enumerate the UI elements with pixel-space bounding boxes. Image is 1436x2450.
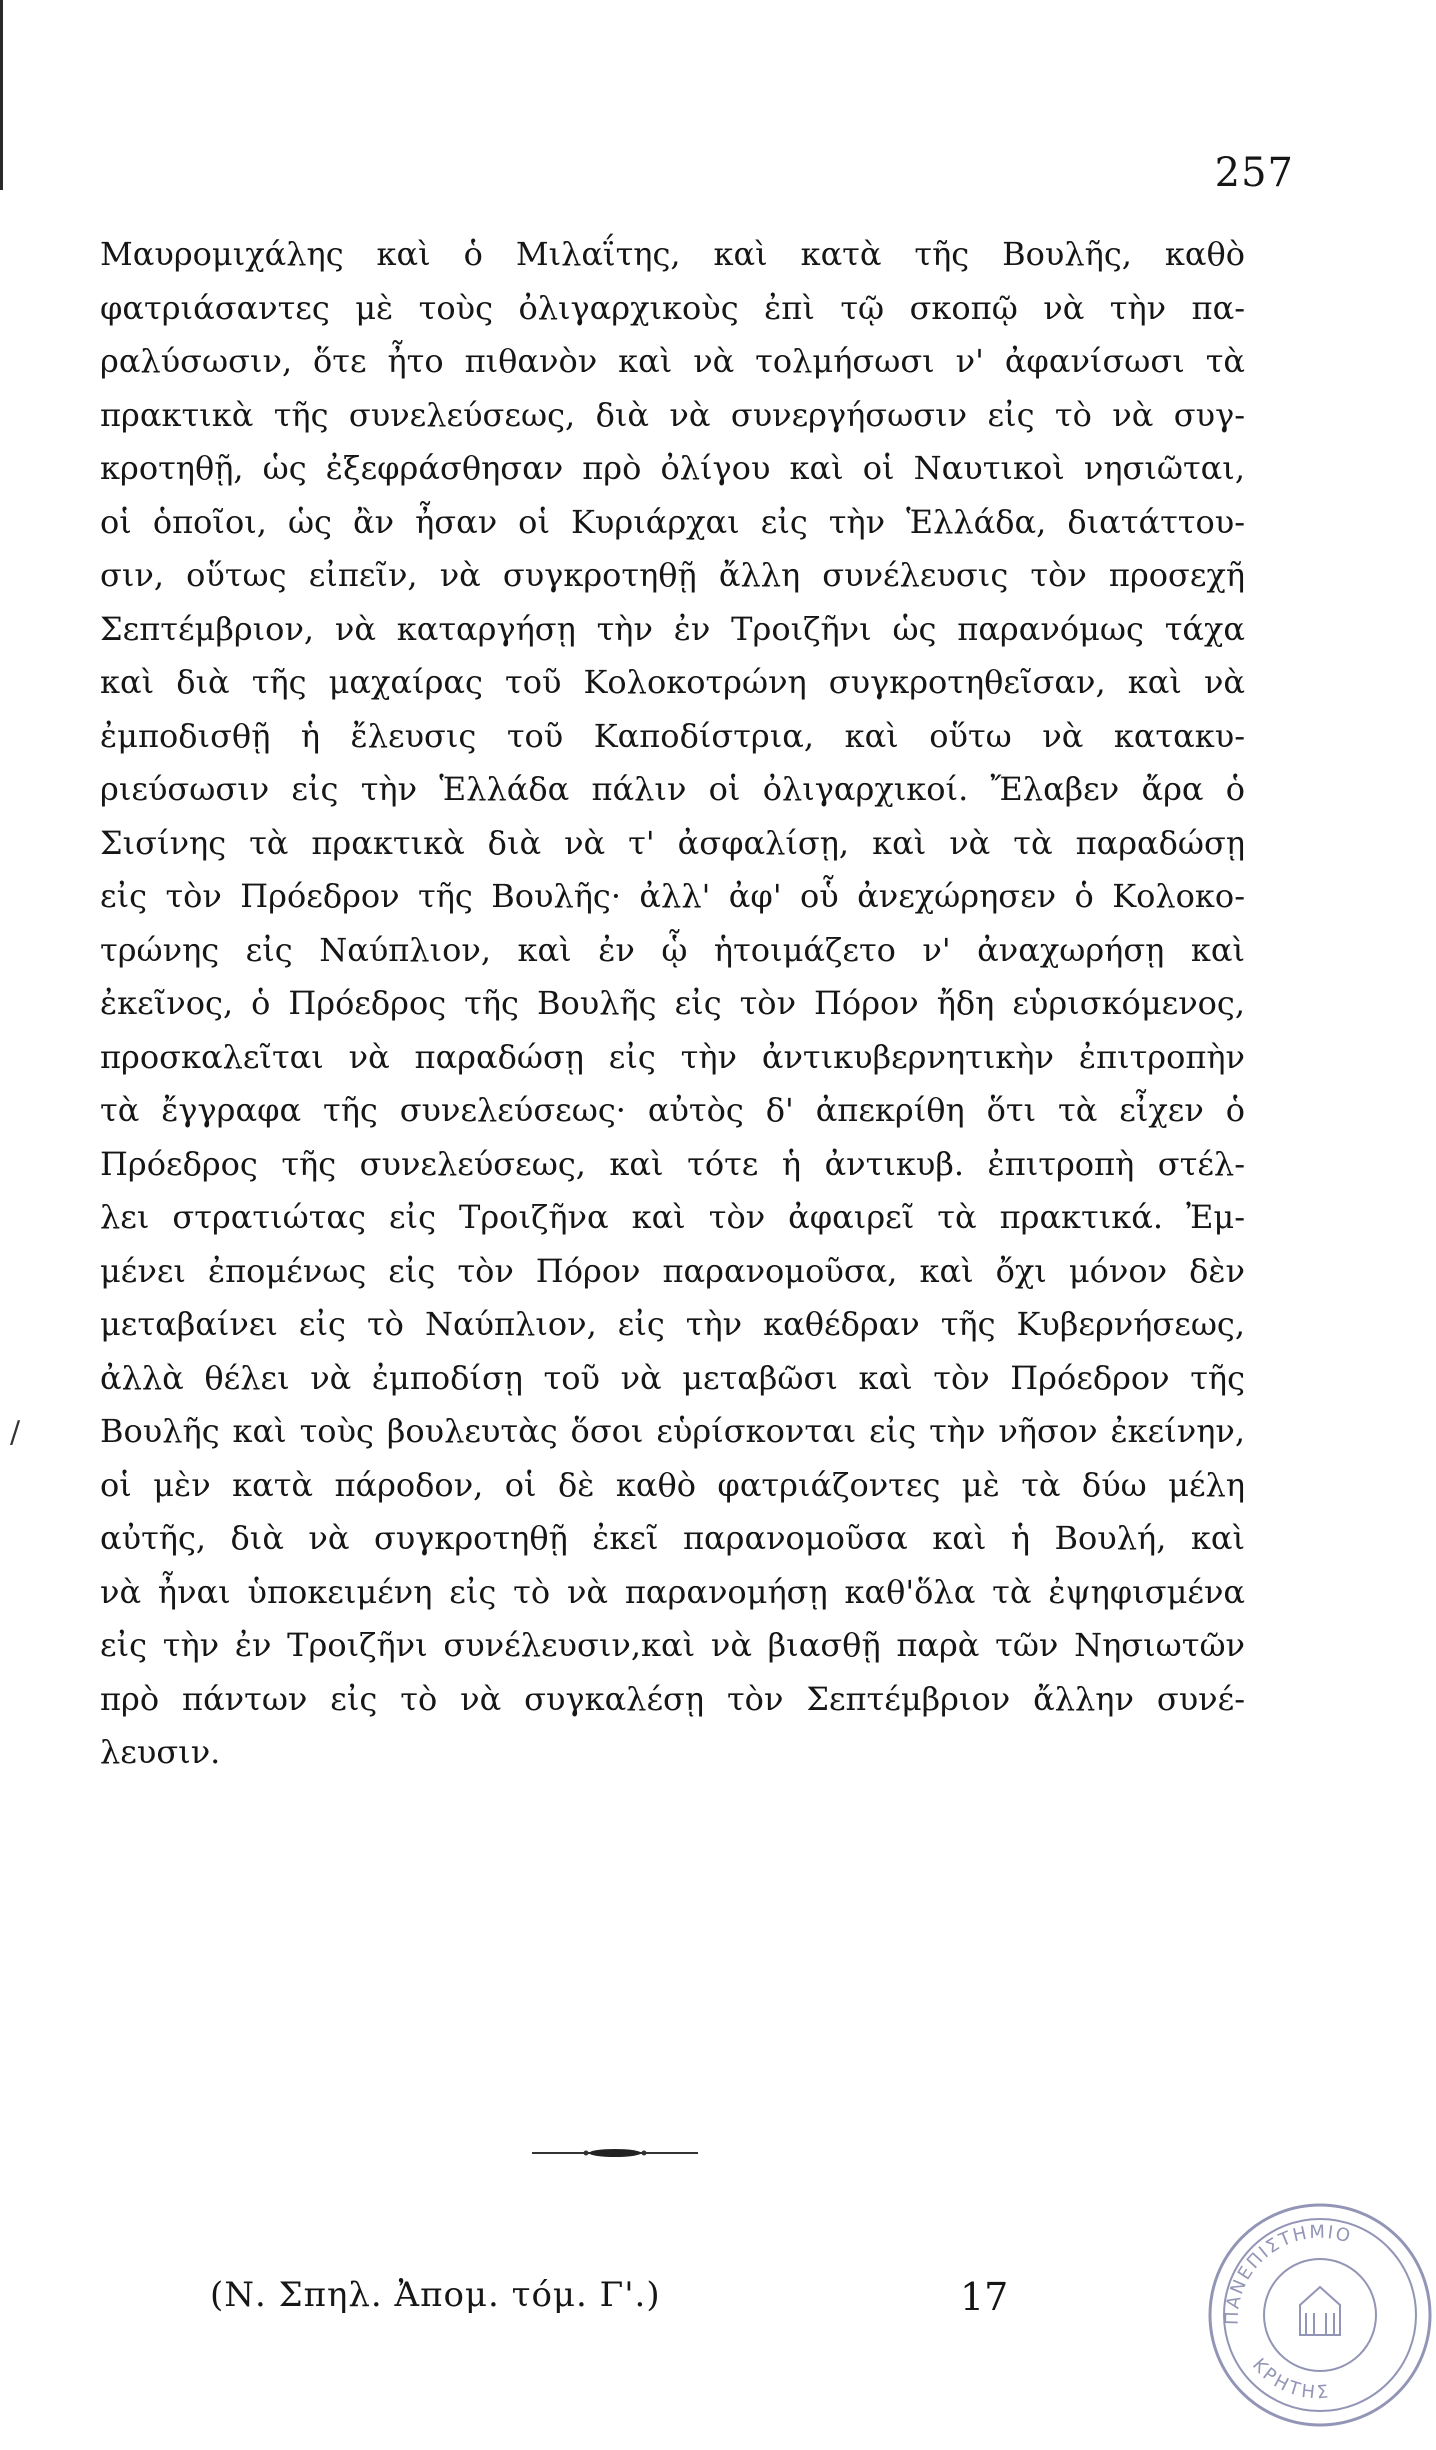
margin-mark: /	[10, 1415, 21, 1450]
text-line: Πρόεδρος τῆς συνελεύσεως, καὶ τότε ἡ ἀντικυβ. ἐπιτροπὴ στέλ-	[100, 1144, 1245, 1183]
printer-signature: (Ν. Σπηλ. Ἀπομ. τόμ. Γ'.)	[210, 2275, 661, 2315]
text-line: Βουλῆς καὶ τοὺς βουλευτὰς ὅσοι εὑρίσκονται εἰς τὴν νῆσον ἐκείνην,	[100, 1412, 1245, 1450]
text-line: λει στρατιώτας εἰς Τροιζῆνα καὶ τὸν ἀφαιρεῖ τὰ πρακτικά. Ἐμ-	[100, 1198, 1245, 1236]
text-line: κροτηθῇ, ὡς ἐξεφράσθησαν πρὸ ὀλίγου καὶ οἱ Ναυτικοὶ νησιῶται,	[100, 449, 1245, 487]
text-line: εἰς τὴν ἐν Τροιζῆνι συνέλευσιν,καὶ νὰ βιασθῇ παρὰ τῶν Νησιωτῶν	[100, 1626, 1245, 1664]
text-line: αὐτῆς, διὰ νὰ συγκροτηθῇ ἐκεῖ παρανομοῦσα καὶ ἡ Βουλή, καὶ	[100, 1519, 1245, 1557]
library-stamp	[1200, 2195, 1436, 2431]
text-line: Σεπτέμβριον, νὰ καταργήσῃ τὴν ἐν Τροιζῆνι ὡς παρανόμως τάχα	[100, 609, 1245, 648]
text-line: μεταβαίνει εἰς τὸ Ναύπλιον, εἰς τὴν καθέδραν τῆς Κυβερνήσεως,	[100, 1305, 1245, 1343]
text-line: νὰ ἦναι ὑποκειμένη εἰς τὸ νὰ παρανομήσῃ καθ'ὅλα τὰ ἐψηφισμένα	[100, 1572, 1245, 1611]
text-line: καὶ διὰ τῆς μαχαίρας τοῦ Κολοκοτρώνη συγκροτηθεῖσαν, καὶ νὰ	[100, 663, 1245, 701]
text-line: ἐμποδισθῇ ἡ ἔλευσις τοῦ Καποδίστρια, καὶ οὕτω νὰ κατακυ-	[100, 716, 1245, 755]
text-line: ριεύσωσιν εἰς τὴν Ἑλλάδα πάλιν οἱ ὀλιγαρχικοί. Ἔλαβεν ἄρα ὁ	[100, 770, 1245, 808]
page-number: 257	[1214, 150, 1294, 196]
text-line: Σισίνης τὰ πρακτικὰ διὰ νὰ τ' ἀσφαλίσῃ, καὶ νὰ τὰ παραδώσῃ	[100, 823, 1245, 862]
text-line: Μαυρομιχάλης καὶ ὁ Μιλαΐτης, καὶ κατὰ τῆς Βουλῆς, καθὸ	[100, 235, 1245, 273]
text-line: πρακτικὰ τῆς συνελεύσεως, διὰ νὰ συνεργήσωσιν εἰς τὸ νὰ συγ-	[100, 395, 1245, 434]
text-line: οἱ ὁποῖοι, ὡς ἂν ἦσαν οἱ Κυριάρχαι εἰς τὴν Ἑλλάδα, διατάττου-	[100, 502, 1245, 541]
text-line: φατριάσαντες μὲ τοὺς ὀλιγαρχικοὺς ἐπὶ τῷ σκοπῷ νὰ τὴν πα-	[100, 288, 1245, 327]
text-line: πρὸ πάντων εἰς τὸ νὰ συγκαλέσῃ τὸν Σεπτέμβριον ἄλλην συνέ-	[100, 1679, 1245, 1718]
text-line: λευσιν.	[100, 1733, 221, 1771]
text-line: εἰς τὸν Πρόεδρον τῆς Βουλῆς· ἀλλ' ἀφ' οὗ ἀνεχώρησεν ὁ Κολοκο-	[100, 877, 1245, 915]
text-line: οἱ μὲν κατὰ πάροδον, οἱ δὲ καθὸ φατριάζοντες μὲ τὰ δύω μέλη	[100, 1465, 1245, 1504]
stamp-text-bottom: ΚΡΗΤΗΣ	[1247, 2354, 1332, 2404]
text-line: τὰ ἔγγραφα τῆς συνελεύσεως· αὐτὸς δ' ἀπεκρίθη ὅτι τὰ εἶχεν ὁ	[100, 1091, 1245, 1129]
ornament-divider	[530, 2147, 700, 2159]
page-edge-rule	[0, 0, 3, 190]
text-line: ἀλλὰ θέλει νὰ ἐμποδίσῃ τοῦ νὰ μεταβῶσι καὶ τὸν Πρόεδρον τῆς	[100, 1358, 1245, 1397]
text-line: τρώνης εἰς Ναύπλιον, καὶ ἐν ᾧ ἡτοιμάζετο ν' ἀναχωρήσῃ καὶ	[100, 930, 1245, 969]
sheet-number: 17	[960, 2275, 1009, 2319]
text-line: σιν, οὕτως εἰπεῖν, νὰ συγκροτηθῇ ἄλλη συνέλευσις τὸν προσεχῆ	[100, 556, 1245, 594]
body-text	[100, 228, 1245, 1780]
text-line: μένει ἐπομένως εἰς τὸν Πόρον παρανομοῦσα, καὶ ὄχι μόνον δὲν	[100, 1251, 1245, 1290]
text-line: ραλύσωσιν, ὅτε ἦτο πιθανὸν καὶ νὰ τολμήσωσι ν' ἀφανίσωσι τὰ	[100, 342, 1245, 380]
stamp-text-top: ΠΑΝΕΠΙΣΤΗΜΙΟ	[1221, 2221, 1355, 2326]
text-line: ἐκεῖνος, ὁ Πρόεδρος τῆς Βουλῆς εἰς τὸν Πόρον ἤδη εὑρισκόμενος,	[100, 984, 1245, 1022]
text-line: προσκαλεῖται νὰ παραδώσῃ εἰς τὴν ἀντικυβερνητικὴν ἐπιτροπὴν	[100, 1037, 1245, 1076]
